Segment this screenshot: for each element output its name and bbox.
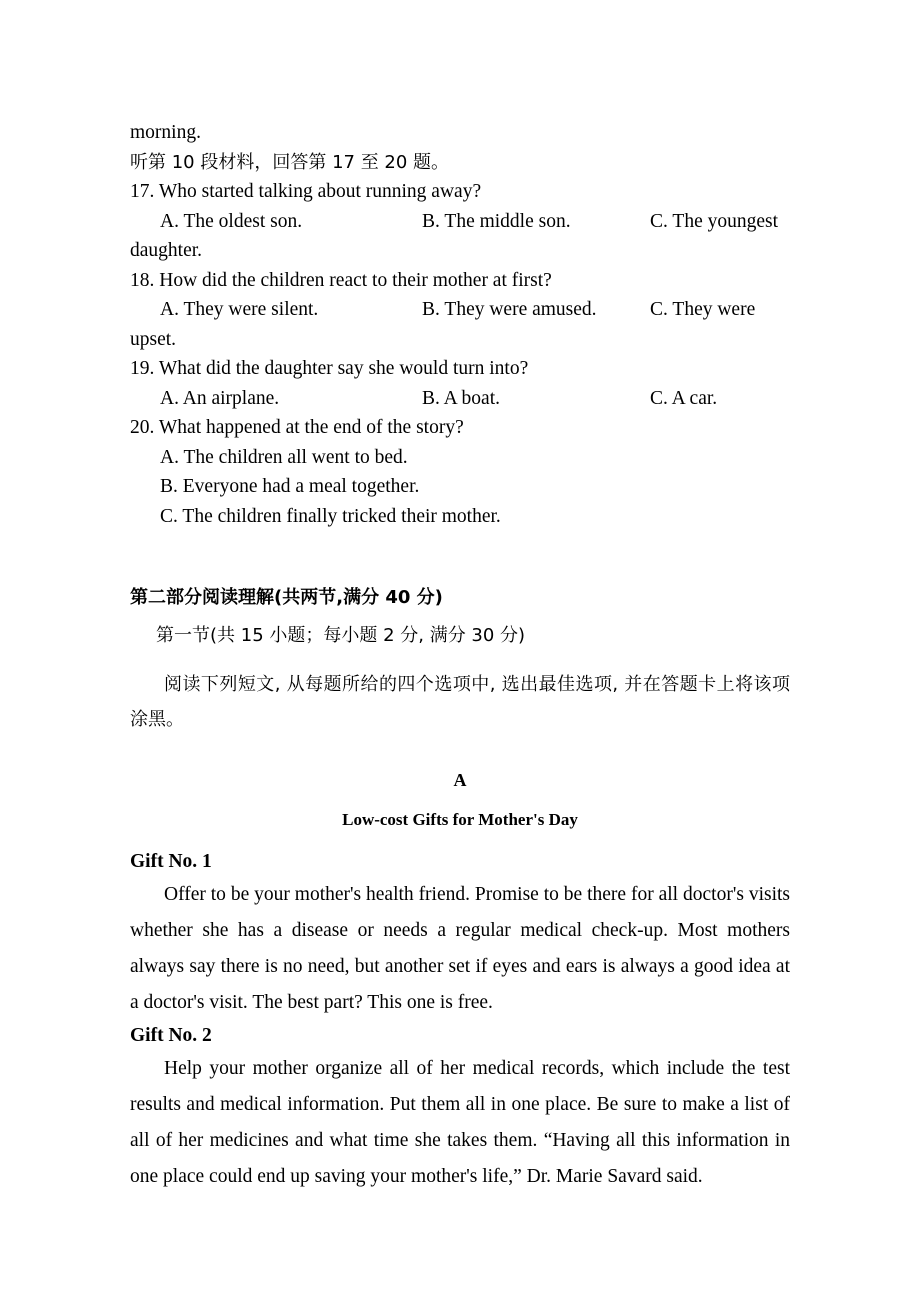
question-17-option-c-wrap: daughter.	[130, 240, 203, 261]
question-18-option-b[interactable]: B. They were amused.	[422, 299, 597, 320]
question-18-option-a[interactable]: A. They were silent.	[160, 299, 319, 320]
section-one-heading: 第一节(共 15 小题；每小题 2 分, 满分 30 分)	[156, 625, 526, 646]
gift-1-heading: Gift No. 1	[130, 851, 212, 872]
gift-2-heading: Gift No. 2	[130, 1025, 212, 1046]
question-19-options	[130, 384, 790, 414]
passage-letter: A	[453, 770, 467, 790]
question-19-option-a[interactable]: A. An airplane.	[160, 387, 280, 409]
question-17-options	[130, 207, 790, 237]
question-17-option-c[interactable]: C. The youngest	[650, 210, 779, 232]
instruction-spacer	[130, 651, 790, 667]
question-17-option-b[interactable]: B. The middle son.	[422, 210, 571, 232]
question-20-stem: 20. What happened at the end of the story?	[130, 417, 464, 438]
question-18-option-c-wrap: upset.	[130, 328, 177, 350]
part-two-heading: 第二部分阅读理解(共两节,满分 40 分)	[130, 587, 443, 608]
reading-instruction: 阅读下列短文, 从每题所给的四个选项中, 选出最佳选项, 并在答题卡上将该项涂黑。	[130, 674, 790, 730]
question-20-option-a[interactable]: A. The children all went to bed.	[160, 446, 408, 468]
question-20-option-b[interactable]: B. Everyone had a meal together.	[160, 476, 420, 497]
question-20-option-c[interactable]: C. The children finally tricked their mother.	[160, 505, 501, 527]
question-19-option-c[interactable]: C. A car.	[650, 387, 718, 409]
listening-directions: 听第 10 段材料，回答第 17 至 20 题。	[130, 151, 450, 173]
heading-spacer	[130, 613, 790, 621]
gift-1-body: Offer to be your mother's health friend. Promise to be there for all doctor's visits whether she has a disease or needs a regular medical check-up. Most mothers always say there is no need, but another set if eyes and ears is always a good idea at a doctor's visit. The best part? This one is free.	[130, 884, 790, 1013]
question-19-stem: 19. What did the daughter say she would turn into?	[130, 358, 529, 379]
section-spacer	[130, 531, 790, 583]
question-18-options	[130, 295, 790, 325]
letter-title-spacer	[130, 793, 790, 807]
carryover-line: morning.	[130, 122, 201, 143]
question-17-option-a[interactable]: A. The oldest son.	[160, 210, 303, 232]
title-body-spacer	[130, 833, 790, 847]
passage-spacer	[130, 737, 790, 767]
question-19-option-b[interactable]: B. A boat.	[422, 387, 501, 409]
passage-title: Low-cost Gifts for Mother's Day	[342, 810, 578, 829]
question-18-stem: 18. How did the children react to their mother at first?	[130, 269, 552, 291]
question-18-option-c[interactable]: C. They were	[650, 299, 756, 320]
question-17-stem: 17. Who started talking about running away?	[130, 181, 482, 202]
gift-2-body: Help your mother organize all of her medical records, which include the test results and medical information. Put them all in one place. Be sure to make a list of all of her medicines and what time she takes them. “Having all this information in one place could end up saving your mother's life,” Dr. Marie Savard said.	[130, 1058, 790, 1187]
